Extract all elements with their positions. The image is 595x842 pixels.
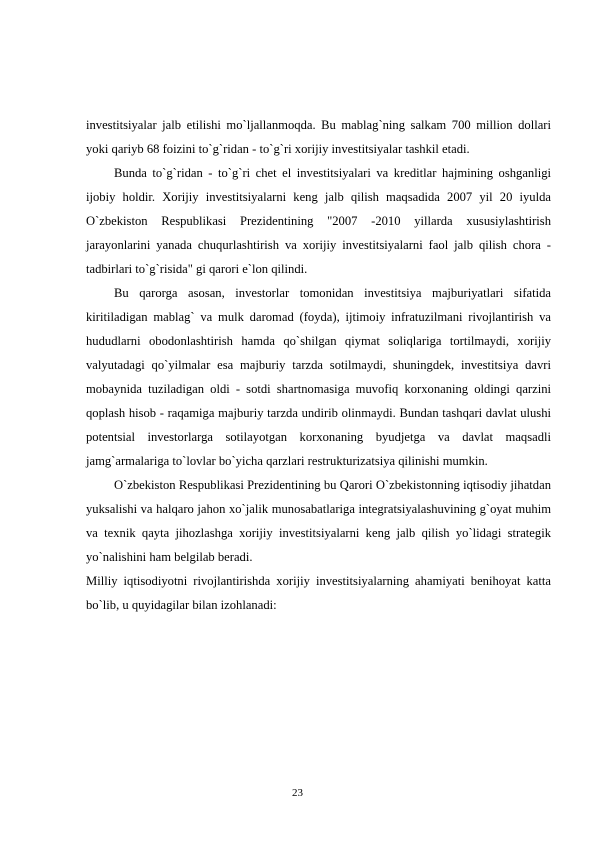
page-number: 23 [292,787,303,799]
paragraph: Bunda to`g`ridan - to`g`ri chet el investitsiyalari va kreditlar hajmining oshganligi ijobiy holdir. Xorijiy investitsiyalarni keng jalb qilish maqsadida 2007 yil 20 iyulda O`zbekiston Respublikasi Prezidentining "2007 -2010 yillarda xususiylashtirish jarayonlarini yanada chuqurlashtirish va xorijiy investitsiyalarni faol jalb qilish chora - tadbirlari to`g`risida" gi qarori e`lon qilindi. [86,166,551,276]
body-text [86,113,551,617]
paragraph: investitsiyalar jalb etilishi mo`ljallanmoqda. Bu mablag`ning salkam 700 million dollari yoki qariyb 68 foizini to`g`ridan - to`g`ri xorijiy investitsiyalar tashkil etadi. [86,118,551,156]
paragraph: Milliy iqtisodiyotni rivojlantirishda xorijiy investitsiyalarning ahamiyati benihoyat katta bo`lib, u quyidagilar bilan izohlanadi: [86,574,551,612]
paragraph: Bu qarorga asosan, investorlar tomonidan investitsiya majburiyatlari sifatida kiritiladigan mablag` va mulk daromad (foyda), ijtimoiy infratuzilmani rivojlantirish va hududlarni obodonlashtirish hamda qo`shilgan qiymat soliqlariga tortilmaydi, xorijiy valyutadagi qo`yilmalar esa majburiy tarzda sotilmaydi, shuningdek, investitsiya davri mobaynida tuziladigan oldi - sotdi shartnomasiga muvofiq korxonaning oldingi qarzini qoplash hisob - raqamiga majburiy tarzda undirib olinmaydi. Bundan tashqari davlat ulushi potentsial investorlarga sotilayotgan korxonaning byudjetga va davlat maqsadli jamg`armalariga to`lovlar bo`yicha qarzlari restrukturizatsiya qilinishi mumkin. [86,286,551,468]
paragraph: O`zbekiston Respublikasi Prezidentining bu Qarori O`zbekistonning iqtisodiy jihatdan yuksalishi va halqaro jahon xo`jalik munosabatlariga integratsiyalashuvining g`oyat muhim va texnik qayta jihozlashga xorijiy investitsiyalarni keng jalb qilish yo`lidagi strategik yo`nalishini ham belgilab beradi. [86,478,551,564]
